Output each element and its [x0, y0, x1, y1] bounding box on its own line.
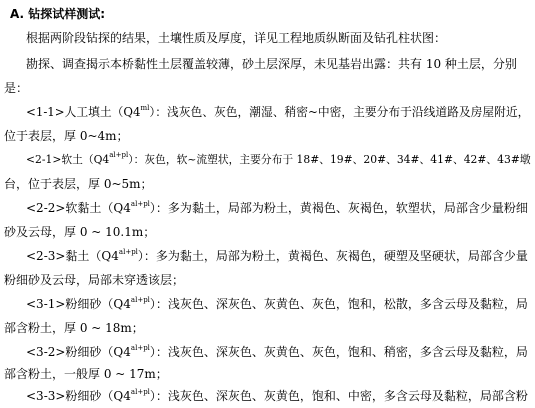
layer-description: ）：浅灰色、深灰色、灰黄色、灰色，饱和、稍密，多含云母及黏粒，局 [149, 345, 528, 359]
layer-name: <3-1>粉细砂（Q4 [26, 297, 131, 311]
soil-layer-1-1 [26, 104, 529, 120]
paragraph-line: 粉细砂及云母，局部未穿透该层； [4, 273, 185, 287]
soil-layer-2-3 [26, 248, 528, 264]
geologic-age-superscript: al+pl [118, 248, 138, 256]
layer-description: ）：灰色，软~流塑状，主要分布于 18#、19#、20#、34#、41#、42#、43#墩 [128, 153, 531, 166]
layer-name: <2-2>软黏土（Q4 [26, 201, 131, 215]
soil-layer-2-2 [26, 200, 528, 216]
layer-name: <3-3>粉细砂（Q4 [26, 389, 131, 403]
paragraph-line: 勘探、调查揭示本桥黏性土层覆盖较薄，砂土层深厚，未见基岩出露：共有 10 种土层，分别 [26, 57, 517, 71]
geologic-age-superscript: al+pl [130, 388, 150, 396]
layer-description: ）：浅灰色、灰色，潮湿、稍密~中密，主要分布于沿线道路及房屋附近， [149, 105, 530, 119]
paragraph-line: 台，位于表层，厚 0~5m； [4, 177, 153, 191]
layer-description: ）：浅灰色、深灰色、灰黄色，饱和、中密，多含云母及黏粒，局部含粉 [149, 389, 528, 403]
layer-description: ）：多为黏土，局部为粉土，黄褐色、灰褐色，硬塑及坚硬状，局部含少量 [137, 249, 528, 263]
paragraph-line: 砂及云母，厚 0 ~ 10.1m； [4, 225, 156, 239]
geologic-age-superscript: al+pl [130, 344, 150, 352]
soil-layer-2-1 [26, 152, 531, 168]
layer-description: ）：多为黏土，局部为粉土，黄褐色、灰褐色，软塑状，局部含少量粉细 [149, 201, 528, 215]
geologic-age-superscript: ml [140, 104, 150, 113]
paragraph-line: 根据两阶段钻探的结果，土壤性质及厚度，详见工程地质纵断面及钻孔柱状图： [26, 31, 447, 45]
soil-layer-3-1 [26, 296, 528, 312]
layer-name: <2-1>软土（Q4 [26, 153, 110, 166]
geologic-age-superscript: al+pl [130, 296, 150, 304]
geologic-age-superscript: al+pl [109, 151, 129, 160]
layer-description: ）：浅灰色、深灰色、灰黄色、灰色，饱和，松散，多含云母及黏粒，局 [149, 297, 528, 311]
layer-name: <2-3>黏土（Q4 [26, 249, 119, 263]
geologic-age-superscript: al+pl [130, 200, 150, 208]
section-heading: A. 钻探试样测试: [10, 7, 106, 21]
soil-layer-3-3 [26, 388, 528, 404]
layer-name: <3-2>粉细砂（Q4 [26, 345, 131, 359]
paragraph-line: 位于表层，厚 0~4m； [4, 129, 129, 143]
layer-name: <1-1>人工填土（Q4 [26, 105, 141, 119]
soil-layer-3-2 [26, 344, 528, 360]
paragraph-line: 部含粉土，厚 0 ~ 18m； [4, 321, 144, 335]
paragraph-line: 是： [4, 81, 29, 95]
paragraph-line: 部含粉土，一般厚 0 ~ 17m； [4, 367, 168, 381]
